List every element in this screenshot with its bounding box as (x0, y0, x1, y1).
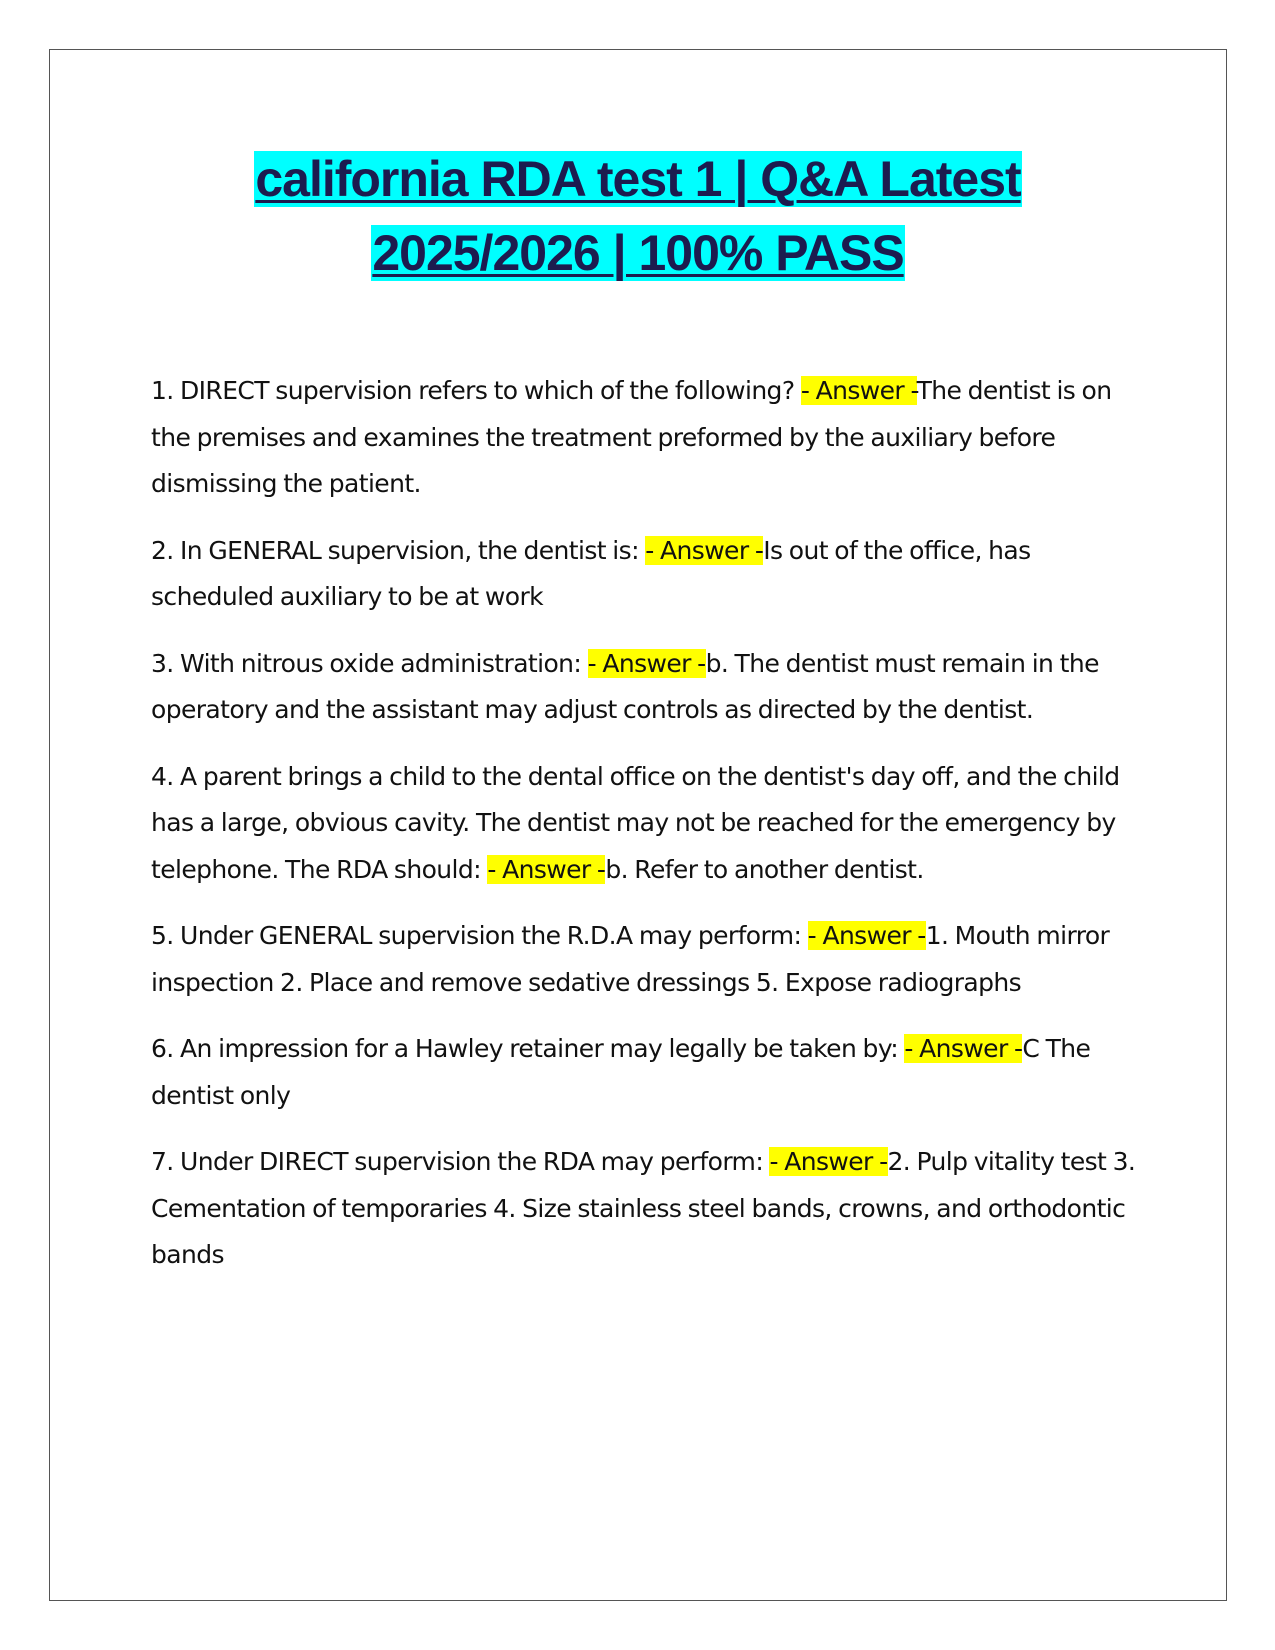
answer-text: 1. Mouth mirror inspection 2. Place and remove sedative dressings 5. Expose radiographs (151, 921, 1110, 997)
qa-item-3 (151, 641, 1141, 734)
question-text: 4. A parent brings a child to the dental office on the dentist's day off, and the child has a large, obvious cavity. The dentist may not be reached for the emergency by telephone. The RDA should: (151, 761, 1120, 884)
question-text: 6. An impression for a Hawley retainer may legally be taken by: (151, 1034, 905, 1063)
answer-text: C The dentist only (151, 1034, 1091, 1110)
question-text: 7. Under DIRECT supervision the RDA may perform: (151, 1147, 770, 1176)
qa-item-1 (151, 368, 1141, 508)
answer-marker: - Answer - (487, 854, 606, 884)
title-line-1: california RDA test 1 | Q&A Latest (255, 151, 1021, 207)
answer-marker: - Answer - (904, 1034, 1023, 1063)
answer-text: Is out of the office, has scheduled auxiliary to be at work (151, 535, 1031, 611)
answer-marker: - Answer - (807, 921, 926, 950)
question-text: 2. In GENERAL supervision, the dentist is: (151, 535, 646, 565)
question-text: 5. Under GENERAL supervision the R.D.A may perform: (151, 921, 808, 950)
qa-item-7 (151, 1139, 1141, 1279)
qa-list (151, 368, 1141, 1299)
answer-marker: - Answer - (587, 648, 706, 678)
question-text: 3. With nitrous oxide administration: (151, 648, 588, 678)
question-text: 1. DIRECT supervision refers to which of the following? (151, 376, 801, 405)
page-title (60, 142, 1216, 290)
qa-item-5 (151, 913, 1141, 1006)
answer-text: b. Refer to another dentist. (605, 854, 924, 884)
answer-text: 2. Pulp vitality test 3. Cementation of temporaries 4. Size stainless steel bands, crowns, and orthodontic bands (151, 1147, 1136, 1269)
title-line-2: 2025/2026 | 100% PASS (372, 225, 904, 281)
qa-item-4 (151, 754, 1141, 894)
answer-text: The dentist is on the premises and examines the treatment preformed by the auxiliary before dismissing the patient. (151, 376, 1112, 498)
answer-text: b. The dentist must remain in the operatory and the assistant may adjust controls as directed by the dentist. (151, 648, 1099, 724)
answer-marker: - Answer - (769, 1147, 888, 1176)
qa-item-6 (151, 1026, 1141, 1119)
answer-marker: - Answer - (800, 376, 917, 405)
answer-marker: - Answer - (645, 535, 764, 565)
qa-item-2 (151, 528, 1141, 621)
